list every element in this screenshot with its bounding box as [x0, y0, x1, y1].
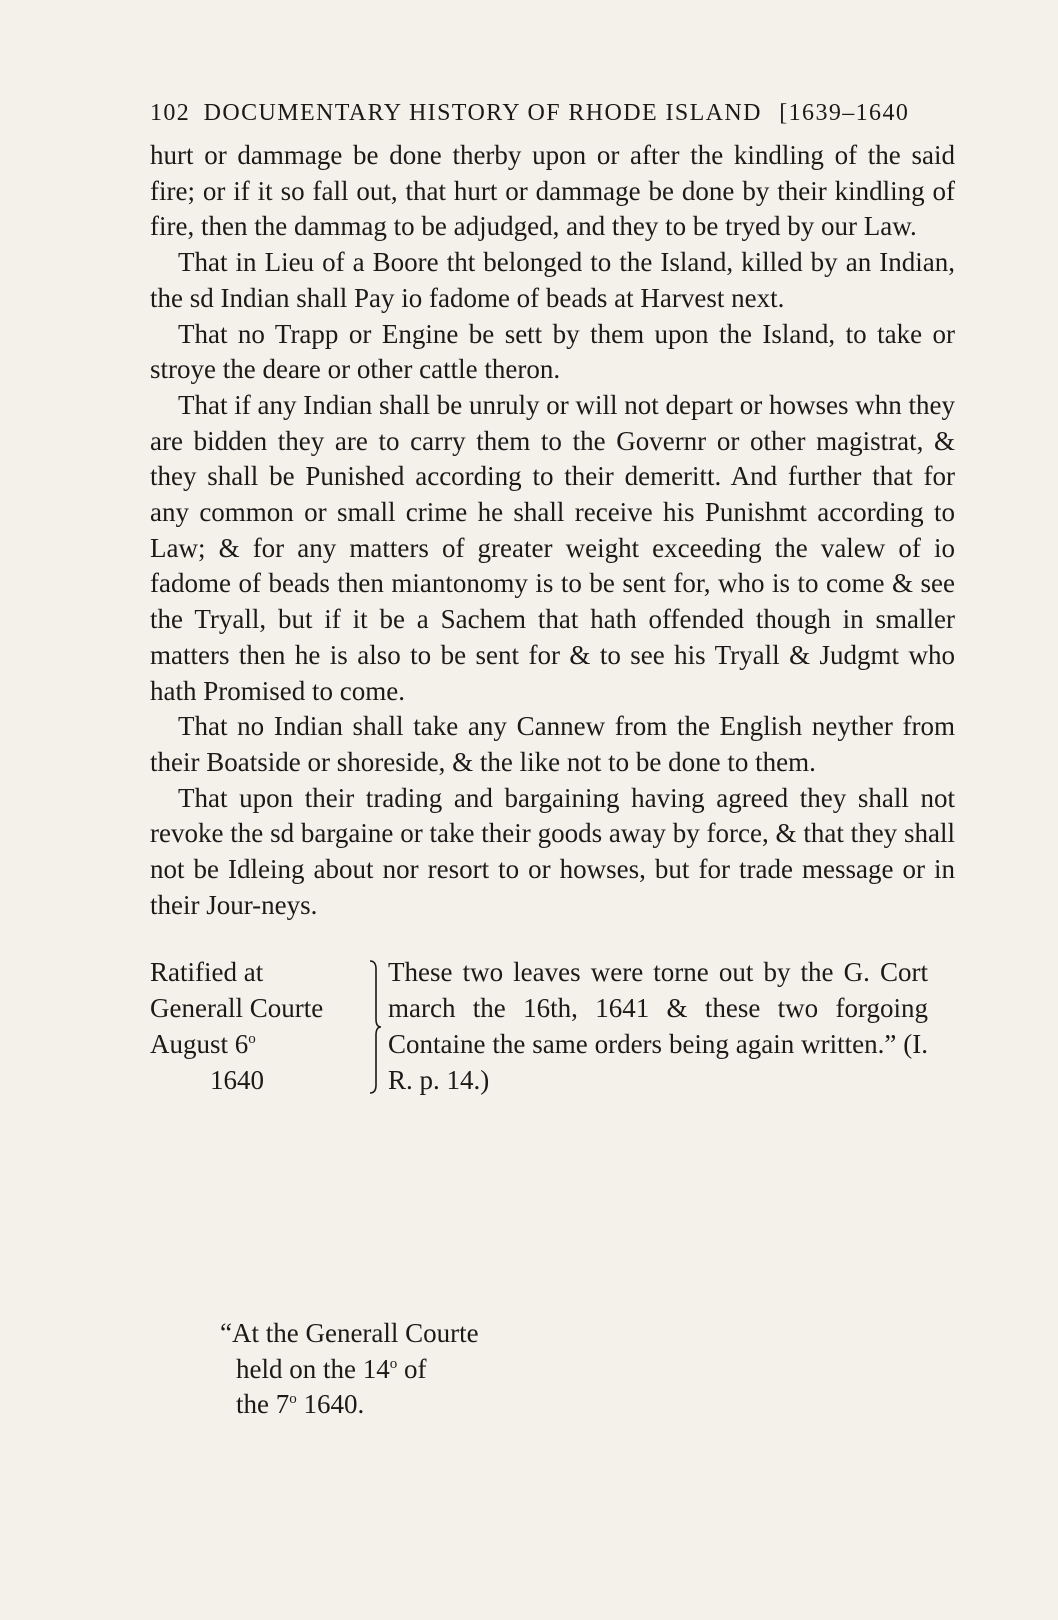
paragraph: That in Lieu of a Boore tht belonged to the Island, killed by an Indian, the sd Indian shall Pay io fadome of beads at Harvest next.	[150, 247, 955, 313]
paragraph: That upon their trading and bargaining having agreed they shall not revoke the sd bargaine or take their goods away by force, & that they shall not be Idleing about nor resort to or howses, but for trade message or in their Jour-neys.	[150, 782, 955, 920]
paragraph: That no Trapp or Engine be sett by them upon the Island, to take or stroye the deare or other cattle theron.	[150, 318, 955, 385]
quote-line: “At the Generall Courte	[220, 1318, 479, 1348]
page-number: 102	[150, 100, 191, 126]
paragraph: That no Indian shall take any Cannew from the English neyther from their Boatside or shoreside, & the like not to be done to them.	[150, 711, 955, 777]
header-years: [1639–1640	[779, 100, 910, 126]
paragraph: That if any Indian shall be unruly or will not depart or howses whn they are bidden they are to carry them to the Governr or other magistrat, & they shall be Punished according to their demeritt. And further that for any common or small crime he shall receive his Punishmt according to Law; & for any matters of greater weight exceeding the valew of io fadome of beads then miantonomy is to be sent for, who is to come & see the Tryall, but if it be a Sachem that hath offended though in smaller matters then he is also to be sent for & to see his Tryall & Judgmt who hath Promised to come.	[150, 389, 955, 706]
ratification-block	[150, 955, 955, 1105]
court-quote	[220, 1316, 479, 1423]
paragraph: hurt or dammage be done therby upon or after the kindling of the said fire; or if it so fall out, that hurt or dammage be done by their kindling of fire, then the dammag to be adjudged, and they to be tryed by our Law.	[150, 140, 955, 242]
document-page	[150, 92, 955, 1105]
ratified-line: 1640	[210, 1064, 264, 1095]
quote-line: the 7$^o$ 1640.	[236, 1389, 365, 1420]
ratification-label	[150, 955, 365, 1098]
quote-line: held on the 14$^o$ of	[236, 1353, 427, 1384]
curly-brace-icon	[368, 959, 382, 1095]
ratified-line: August 6$^o$	[150, 1028, 256, 1059]
ratification-note: These two leaves were torne out by the G. Cort march the 16th, 1641 & these two forgoing Containe the same orders being again written.” (I. R. p. 14.)	[388, 957, 928, 1095]
ratified-line: Ratified at	[150, 957, 264, 988]
header-title: DOCUMENTARY HISTORY OF RHODE ISLAND	[203, 100, 762, 126]
running-header	[150, 92, 955, 138]
body-text	[150, 138, 955, 923]
ratified-line: Generall Courte	[150, 993, 324, 1024]
